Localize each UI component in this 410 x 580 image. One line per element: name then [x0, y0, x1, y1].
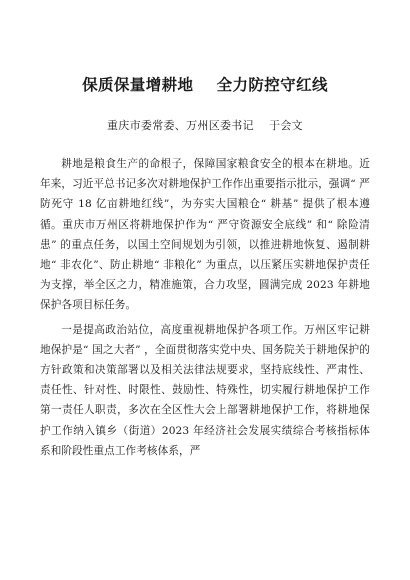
author-line: 重庆市委常委、万州区委书记 于会文	[107, 119, 303, 132]
article-body	[40, 154, 370, 461]
article-title: 保质保量增耕地 全力防控守红线	[82, 75, 328, 94]
paragraph-intro: 耕地是粮食生产的命根子，保障国家粮食安全的根本在耕地。近年来，习近平总书记多次对耕地保护工作作出重要指示批示，强调“ 严防死守 18 亿亩耕地红线”，为夯实大国粮仓“ 耕基” 提供了根本遵循。重庆市万州区将耕地保护作为“ 严守资源安全底线” 和“ 除险清患” 的重点任务，以国土空间规划为引领，以推进耕地恢复、遏制耕地“ 非农化”、防止耕地“ 非粮化” 为重点，以压紧压实耕地保护责任为支撑，举全区之力，精准施策，合力攻坚，圆满完成 2023 年耕地保护各项目标任务。	[40, 158, 370, 312]
paragraph-point-one: 一是提高政治站位，高度重视耕地保护各项工作。万州区牢记耕地保护是“ 国之大者” ，全面贯彻落实党中央、国务院关于耕地保护的方针政策和决策部署以及相关法律法规要求，坚持底线性、严肃性、责任性、针对性、时限性、鼓励性、特殊性，切实履行耕地保护工作第一责任人职责，多次在全区性大会上部署耕地保护工作，将耕地保护工作纳入镇乡（街道）2023 年经济社会发展实绩综合考核指标体系和阶段性重点工作考核体系，严	[40, 323, 370, 457]
